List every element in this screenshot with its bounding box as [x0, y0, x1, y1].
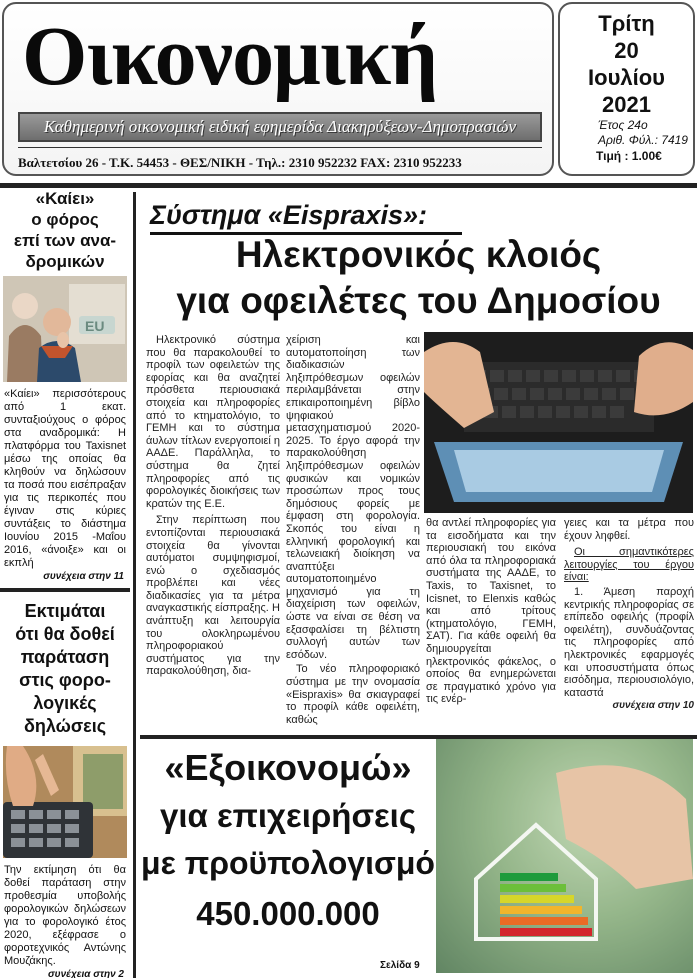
- headline-line: «Καίει»: [35, 189, 95, 208]
- headline-line: δηλώσεις: [23, 716, 107, 736]
- column-divider: [133, 192, 136, 978]
- lead-headline-line2[interactable]: για οφειλέτες του Δημοσίου: [176, 280, 661, 321]
- svg-text:EU: EU: [85, 318, 105, 334]
- calculator-money-photo: [3, 746, 127, 858]
- newspaper-title: Οικονομική: [22, 10, 438, 103]
- page-reference[interactable]: Σελίδα 9: [380, 960, 420, 971]
- lead-paragraph: Ηλεκτρονικό σύστημα που θα παρακολουθεί το προφίλ των οφειλετών της εφορίας και θα αναζητεί πρόσθετα περιουσιακά στοιχεία και πληροφορίες από το κτηματολόγιο, το ΓΕΜΗ και το σύστημα άυλων τίτλων ενεργοποιεί η ΑΑΔΕ. Παράλληλα, το σύστημα θα ζητεί πληροφορίες από τις φορολογικές διοικήσεις των κρατών της Ε.Ε.: [146, 334, 281, 510]
- headline-line: επί των ανα-: [13, 231, 117, 250]
- lead-column-1: [146, 334, 280, 678]
- sidebar-story1-body: «Καίει» περισσότερους από 1 εκατ. συνταξιούχους ο φόρος στα αναδρομικά: Η πλατφόρμα του Taxisnet μέσω της οποίας θα κληθούν να δηλώσουν τα ποσά που εισέπραξαν για τις περικοπές που έγιναν στις κύριες συντάξεις το διάστημα Ιουνίου 2015 -Μαΐου 2016, «άνοιξε» και οι εκπλή: [4, 388, 126, 569]
- sidebar-story2-continued-link[interactable]: συνέχεια στην 2: [48, 969, 124, 978]
- second-story: [140, 735, 697, 978]
- issue-price: Τιμή : 1.00€: [596, 149, 662, 163]
- lead-paragraph: χείριση και αυτοματοποίηση των διαδικασιών ληξιπρόθεσμων οφειλών περιλαμβάνεται στην επικαιροποιημένη βίβλο ψηφιακού μετασχηματισμού 2020-2025. Το έργο αφορά την παρακολούθηση ληξιπρόθεσμων οφειλών φυσικών και νομικών προσώπων προς τους δημόσιους φορείς με έμφαση στη φορολογία. Σκοπός του είναι η ελληνική φορολογική και τελωνειακή διοίκηση να αναπτύξει αυτοματοποιημένο μηχανισμό για τη διαχείριση των οφειλών, ώστε να είναι σε θέση να εξασφαλίσει τη βέλτιστη συλλογή αυτών των εσόδων.: [286, 334, 420, 661]
- masthead: [2, 2, 554, 176]
- second-headline-line4[interactable]: 450.000.000: [196, 895, 380, 932]
- sidebar-story2-headline[interactable]: [0, 600, 130, 738]
- lead-kicker: Σύστημα «Eispraxis»:: [150, 200, 427, 230]
- sidebar-divider: [0, 588, 130, 592]
- lead-paragraph: γειες και τα μέτρα που έχουν ληφθεί.: [564, 517, 694, 542]
- lead-paragraph: θα αντλεί πληροφορίες για τα εισοδήματα και την περιουσιακή του εικόνα από όλα τα πληροφοριακά συστήματα της ΑΑΔΕ, το Taxis, το Taxisnet, το Icisnet, το Elenxis καθώς και από τρίτους (κτηματολόγιο, ΓΕΜΗ, ΣΑΤ). Για κάθε οφειλή θα δημιουργείται ηλεκτρονικός φάκελος, ο οποίος θα ενημερώνεται σε πραγματικό χρόνο για τις ενέρ-: [426, 517, 556, 706]
- issue-day: 20: [614, 38, 639, 63]
- calculator-illustration: [3, 746, 127, 858]
- lead-subheading: Οι σημαντικότερες λειτουργίες του έργου είναι:: [564, 546, 694, 584]
- headline-line: παράταση: [20, 647, 110, 667]
- issue-volume: Έτος 24ο: [598, 118, 648, 132]
- second-headline-line3[interactable]: με προϋπολογισμό: [141, 845, 435, 881]
- headline-line: στις φορο-: [19, 670, 111, 690]
- headline-line: ο φόρος: [31, 210, 99, 229]
- second-headline-line2[interactable]: για επιχειρήσεις: [159, 797, 417, 834]
- newspaper-subtitle: Καθημερινή οικονομική ειδική εφημερίδα Διακηρύξεων-Δημοπρασιών: [18, 112, 542, 142]
- headline-line: ότι θα δοθεί: [15, 624, 115, 644]
- headline-line: λογικές: [33, 693, 97, 713]
- issue-weekday: Τρίτη: [598, 11, 655, 36]
- sidebar-story1-headline[interactable]: [0, 188, 130, 272]
- energy-label-illustration: [436, 739, 693, 973]
- newspaper-address: Βαλτετσίου 26 - Τ.Κ. 54453 - ΘΕΣ/ΝΙΚΗ - Τηλ.: 2310 952232 FAX: 2310 952233: [18, 155, 462, 170]
- lead-paragraph: Το νέο πληροφοριακό σύστημα με την ονομασία «Eispraxis» θα σκιαγραφεί το προφίλ κάθε οφειλέτη, καθώς: [286, 663, 420, 726]
- lead-paragraph: Στην περίπτωση που εντοπίζονται περιουσιακά στοιχεία θα γίνονται αυτόματοι συμψηφισμοί, ενώ ο σχεδιασμός προβλέπει και νέες διαδικασίες για τα μέτρα αναγκαστικής είσπραξης. Η ανάπτυξη και λειτουργία του ολοκληρωμένου πληροφοριακού συστήματος για την παρακολούθηση, δια-: [146, 514, 280, 678]
- lead-column-2: [286, 334, 420, 726]
- laptop-photo: [424, 332, 693, 513]
- lead-column-4: [564, 517, 694, 713]
- issue-year: 2021: [602, 92, 651, 117]
- issue-date-box: [558, 2, 695, 176]
- lead-headline-line1[interactable]: Ηλεκτρονικός κλοιός: [235, 234, 602, 275]
- laptop-illustration: [424, 332, 693, 513]
- pensioner-photo: [3, 276, 127, 382]
- lead-column-3: [426, 517, 556, 706]
- sidebar-story2-body: Την εκτίμηση ότι θα δοθεί παράταση στην προθεσμία υποβολής φορολογικών δηλώσεων για το φορολογικό έτος 2020, εξέφρασε ο φοροτεχνικός Αντώνης Μουζάκης.: [4, 864, 126, 967]
- pensioner-illustration: [3, 276, 127, 382]
- headline-line: δρομικών: [25, 252, 105, 271]
- issue-number: Αριθ. Φύλ.: 7419: [598, 133, 688, 147]
- sidebar-story1-continued-link[interactable]: συνέχεια στην 11: [43, 571, 124, 582]
- masthead-divider: [18, 147, 542, 148]
- sidebar: [0, 189, 130, 978]
- headline-line: Εκτιμάται: [24, 601, 106, 621]
- second-headline-line1[interactable]: «Εξοικονομώ»: [164, 747, 412, 788]
- lead-paragraph: 1. Άμεση παροχή κεντρικής πληροφορίας σε επίπεδο οφειλής (προφίλ οφειλέτη), συνδυάζοντας τις πληροφορίες από ηλεκτρονικές εφαρμογές και υποσυστήματα όπως εισόδημα, περιουσιολόγιο, καταστά: [564, 585, 694, 699]
- energy-house-photo: [436, 739, 693, 973]
- lead-continued-link[interactable]: συνέχεια στην 10: [612, 700, 694, 712]
- issue-month: Ιουλίου: [588, 65, 665, 90]
